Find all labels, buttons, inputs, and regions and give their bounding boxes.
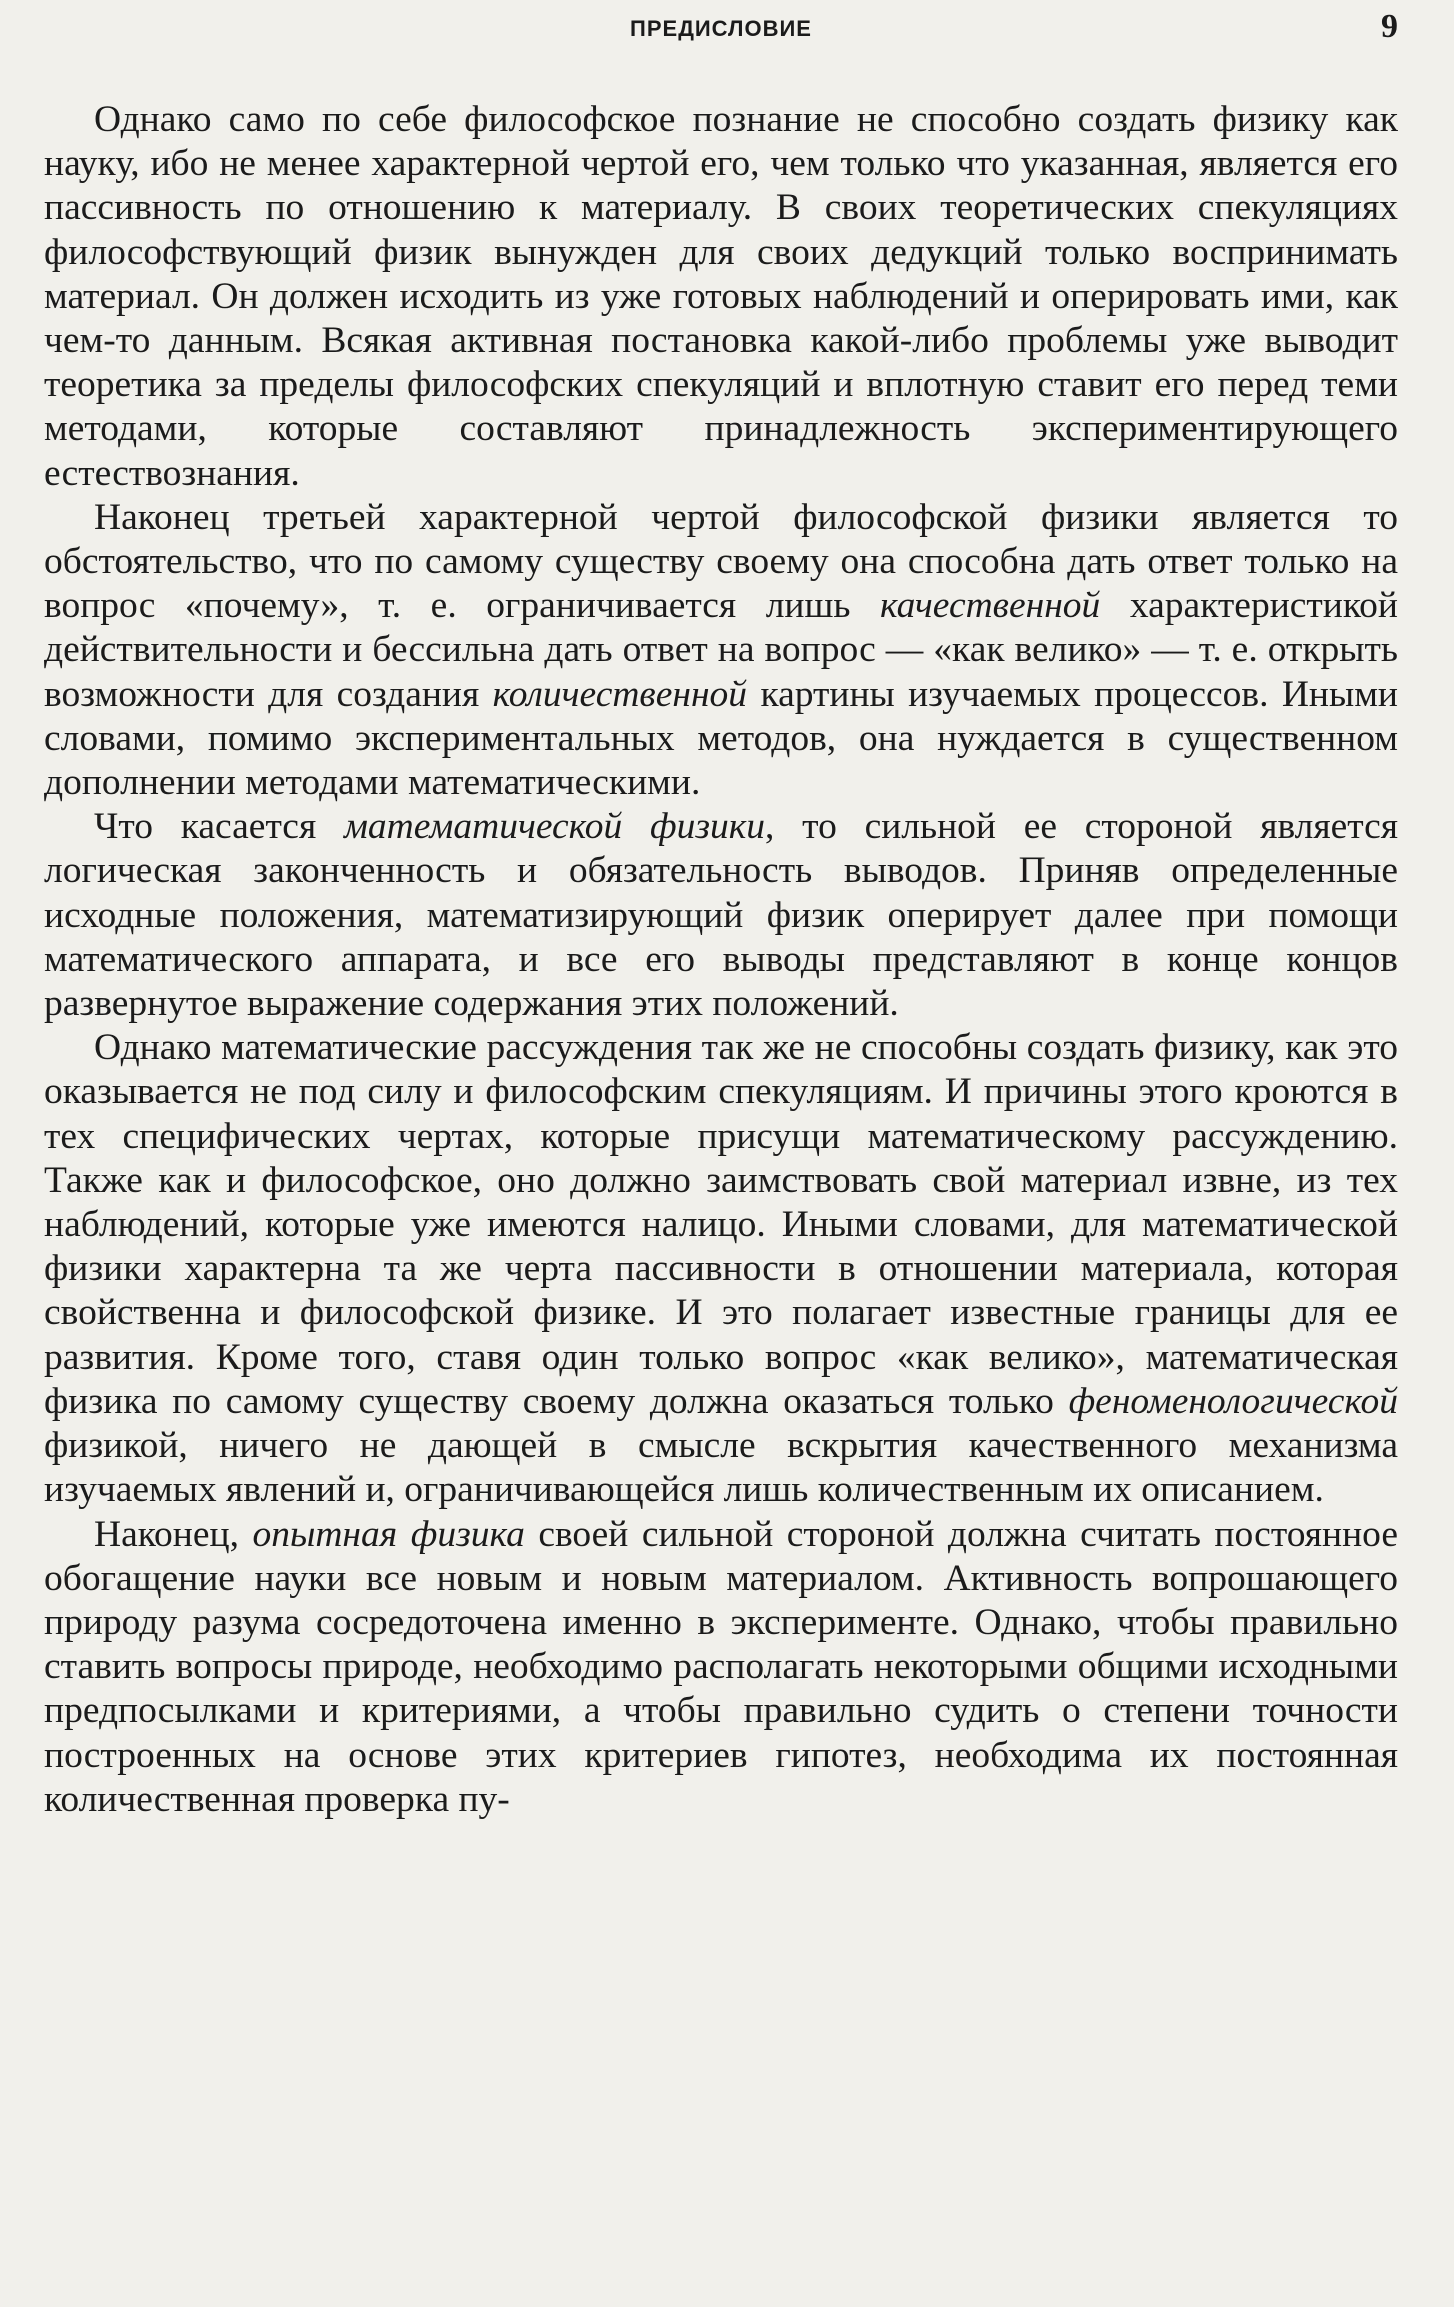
paragraph-text: Однако математические рассуждения так же не способны создать физику, как это оказывается не под силу и философским спекуляциям. И причины этого кроются в тех специфических чертах, которые присущи математическому рассуждению. Также как и философское, оно должно заимствовать свой материал извне, из тех наблюдений, которые уже имеются налицо. Иными словами, для математической физики характерна та же черта пассивности в отношении материала, которая свойственна и философской физике. И это полагает известные границы для ее развития. Кроме того, ставя один только вопрос «как велико», математическая физика по самому существу своему должна оказаться только (44, 1027, 1398, 1422)
paragraph-text: своей сильной стороной должна считать постоянное обогащение науки все новым и новым материалом. Активность вопрошающего природу разума сосредоточена именно в эксперименте. Однако, чтобы правильно ставить вопросы природе, необходимо располагать некоторыми общими исходными предпосылками и критериями, а чтобы правильно судить о степени точности построенных на основе этих критериев гипотез, необходима их постоянная количественная проверка пу- (44, 1513, 1398, 1820)
italic-emphasis: феноменологической (1068, 1380, 1398, 1422)
italic-emphasis: качественной (880, 585, 1101, 627)
italic-emphasis: количественной (492, 673, 748, 715)
paragraph-text: Наконец третьей характерной чертой философской физики является то обстоятельство, что по самому существу своему она способна дать ответ только на вопрос «почему», т. е. ограничивается лишь (44, 496, 1398, 627)
paragraph-5 (44, 1513, 1398, 1822)
paragraph-text: , то сильной ее стороной является логическая законченность и обязательность выводов. Приняв определенные исходные положения, математизирующий физик оперирует далее при помощи математического аппарата, и все его выводы представляют в конце концов развернутое выражение содержания этих положений. (44, 806, 1398, 1025)
running-head (44, 8, 1398, 50)
paragraph-text: характеристикой действительности и бессильна дать ответ на вопрос — «как велико» — т. е. открыть возможности для создания (44, 585, 1398, 715)
paragraph-text: картины изучаемых процессов. Иными словами, помимо экспериментальных методов, она нуждается в существенном дополнении методами математическими. (44, 673, 1398, 804)
paragraph-text: Однако само по себе философское познание не способно создать физику как науку, ибо не менее характерной чертой его, чем только что указанная, является его пассивность по отношению к материалу. В своих теоретических спекуляциях философствующий физик вынужден для своих дедукций только воспринимать материал. Он должен исходить из уже готовых наблюдений и оперировать ими, как чем-то данным. Всякая активная постановка какой-либо проблемы уже выводит теоретика за пределы философских спекуляций и вплотную ставит его перед теми методами, которые составляют принадлежность экспериментирующего естествознания. (44, 99, 1398, 494)
paragraph-text: Наконец, (94, 1513, 253, 1555)
page-header-title: ПРЕДИСЛОВИЕ (630, 16, 812, 41)
italic-emphasis: опытная физика (252, 1513, 525, 1555)
paragraph-text: Что касается (94, 806, 344, 848)
paragraph-1 (44, 98, 1398, 496)
text-body (44, 98, 1398, 1822)
paragraph-2 (44, 496, 1398, 805)
paragraph-text: физикой, ничего не дающей в смысле вскрытия качественного механизма изучаемых явлений и, ограничивающейся лишь количественным их описанием. (44, 1425, 1398, 1511)
page-number: 9 (1381, 8, 1398, 45)
italic-emphasis: математической физики (343, 806, 766, 848)
paragraph-3 (44, 805, 1398, 1026)
paragraph-4 (44, 1026, 1398, 1512)
